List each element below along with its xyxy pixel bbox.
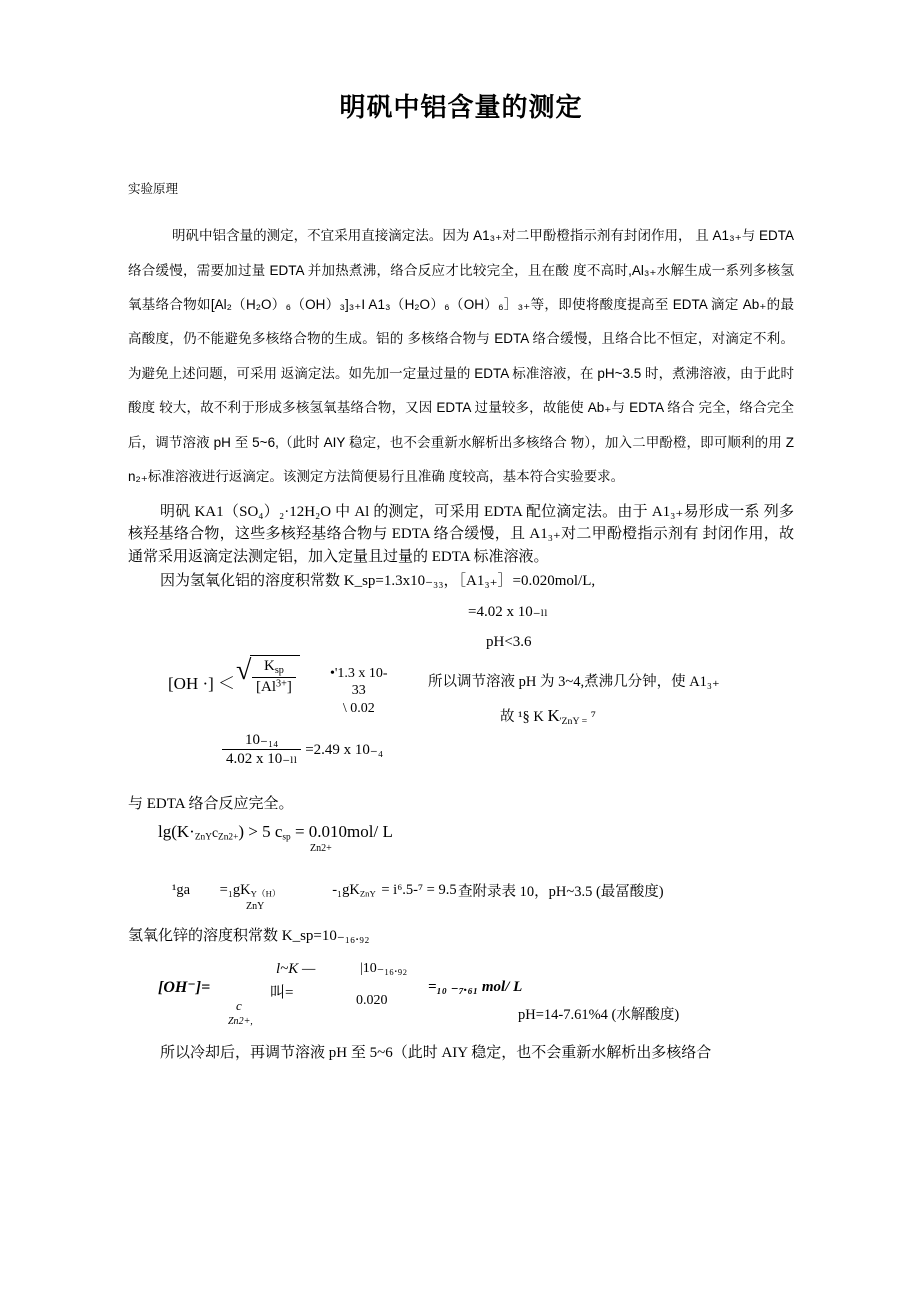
formula-lhs-oh: [OH ·] ＜ xyxy=(168,673,236,693)
formula-lgk-expression: $\lg(K\cdot_{ZnY}c_{Zn2+}) > 5$ $c_{sp} = 0.010mol/$ L xyxy=(158,822,393,843)
formula-note-hydrolysis-acidity: pH=14-7.61%4 (水解酸度) xyxy=(518,1006,680,1023)
formula-right-fraction: •'1.3 x 10- 33 \ 0.02 xyxy=(330,665,388,716)
formula-frac-bottom-left: 叫= xyxy=(270,984,294,1001)
paragraph-ksp-aluminium: 因为氢氧化铝的溶度积常数 K_sp=1.3x10₋₃₃，［A1₃₊］=0.020mol/L, xyxy=(160,573,596,590)
radical-sign-icon xyxy=(236,655,300,697)
formula-note-lgk-zny: 故 ¹§ K $K_{'ZnY =}$ ⁷ xyxy=(500,705,596,727)
formula-frac-bottom-right: 0.020 xyxy=(356,992,388,1008)
page-title: 明矾中铝含量的测定 xyxy=(339,92,583,122)
formula-result-402e11: =4.02 x 10₋ₗₗ xyxy=(468,603,548,620)
formula-second-fraction: $\frac{\text{10₋₁₄}}{\text{4.02 x 10₋ₗₗ}}$ =2.49 x 10₋₄ xyxy=(222,731,383,770)
paragraph-principle-2: 明矾 KA1（SO₄）₂·12H₂O 中 Al 的测定，可采用 EDTA 配位滴定法。由于 A1₃₊易形成一系 列多核羟基络合物，这些多核羟基络合物与 EDTA 络合缓慢，且 A1₃₊对二甲酚橙指示剂有 封闭作用，故通常采用返滴定法测定铝，加入定量且过量的 EDTA 标准溶液。 xyxy=(128,503,794,565)
formula-oh-result: =₁₀ ₋₇.₆₁ mol/ L xyxy=(428,978,523,995)
formula-frac-top-right: |10₋₁₆.₉₂ xyxy=(360,960,408,976)
fraction-ksp-over-al: √ $\frac{K_{sp}}{[Al^{3+}]}$ xyxy=(252,657,296,697)
formula-alpha-expression: $^1ga =_1gK_{Y(H)}$ $-_1gK_{ZnY} = i^6.5-^7 = 9.5$ xyxy=(172,882,457,899)
k-symbol: K xyxy=(547,705,560,725)
paragraph-edta-complete: 与 EDTA 络合反应完全。 xyxy=(128,795,294,812)
formula-subscript-zny: ZnY xyxy=(246,901,265,913)
formula-note-appendix: 查附录表 10，pH~3.5 (最冨酸度) xyxy=(458,884,664,901)
formula-oh-lhs: [OH⁻]= xyxy=(158,978,211,996)
paragraph-principle-1: 明矾中铝含量的测定，不宜采用直接滴定法。因为 A1₃₊对二甲酚橙指示剂有封闭作用， 且 A1₃₊与 EDTA 络合缓慢，需要加过量 EDTA 并加热煮沸，络合反应才比较完全，且在酸 度不高时,Al₃₊水解生成一系列多核氢氧基络合物如[Al₂（H₂O）₆（OH）₃]₃₊I A1₃（H₂O）₆（OH）₆］₃₊等，即使将酸度提高至 EDTA 滴定 Ab₊的最高酸度，仍不能避免多核络合物的生成。铝的 多核络合物与 EDTA 络合缓慢，且络合比不恒定，对滴定不利。为避免上述问题，可采用 返滴定法。如先加一定量过量的 EDTA 标准溶液，在 pH~3.5 时，煮沸溶液，由于此时酸度 较大，故不利于形成多核氢氧基络合物，又因 EDTA 过量较多，故能使 Ab₊与 EDTA 络合 完全，络合完全后，调节溶液 pH 至 5~6,（此时 AIY 稳定，也不会重新水解析出多核络合 物），加入二甲酚橙，即可顺利的用 Zn₂₊标准溶液进行返滴定。该测定方法简便易行且准确 度较高，基本符合实验要求。 xyxy=(128,228,794,485)
document-content xyxy=(128,0,794,1064)
section-label-experiment-principle: 实验原理 xyxy=(128,182,179,197)
paragraph-cooling-adjust: 所以冷却后，再调节溶液 pH 至 5~6（此时 AIY 稳定，也不会重新水解析出多核络合 xyxy=(160,1044,712,1061)
formula-subscript-zn2: Zn2+ xyxy=(310,843,332,855)
formula-block-hydroxide-concentration xyxy=(128,597,794,797)
formula-czn-sub: c xyxy=(236,997,242,1013)
formula-block-lgk-csp xyxy=(128,817,794,879)
paragraph-ksp-zinc: 氢氧化锌的溶度积常数 K_sp=10₋₁₆.₉₂ xyxy=(128,928,370,945)
formula-note-adjust-ph: 所以调节溶液 pH 为 3~4,煮沸几分钟，使 A1₃₊ xyxy=(428,673,720,690)
formula-czn-sub2: Zn2+, xyxy=(228,1015,253,1027)
formula-radical-fraction xyxy=(236,655,300,697)
formula-block-alpha-calc xyxy=(128,879,794,923)
formula-ph-condition: pH<3.6 xyxy=(486,633,532,650)
formula-frac-top-left: l~K — xyxy=(276,960,316,977)
formula-block-oh-zinc xyxy=(128,950,794,1036)
